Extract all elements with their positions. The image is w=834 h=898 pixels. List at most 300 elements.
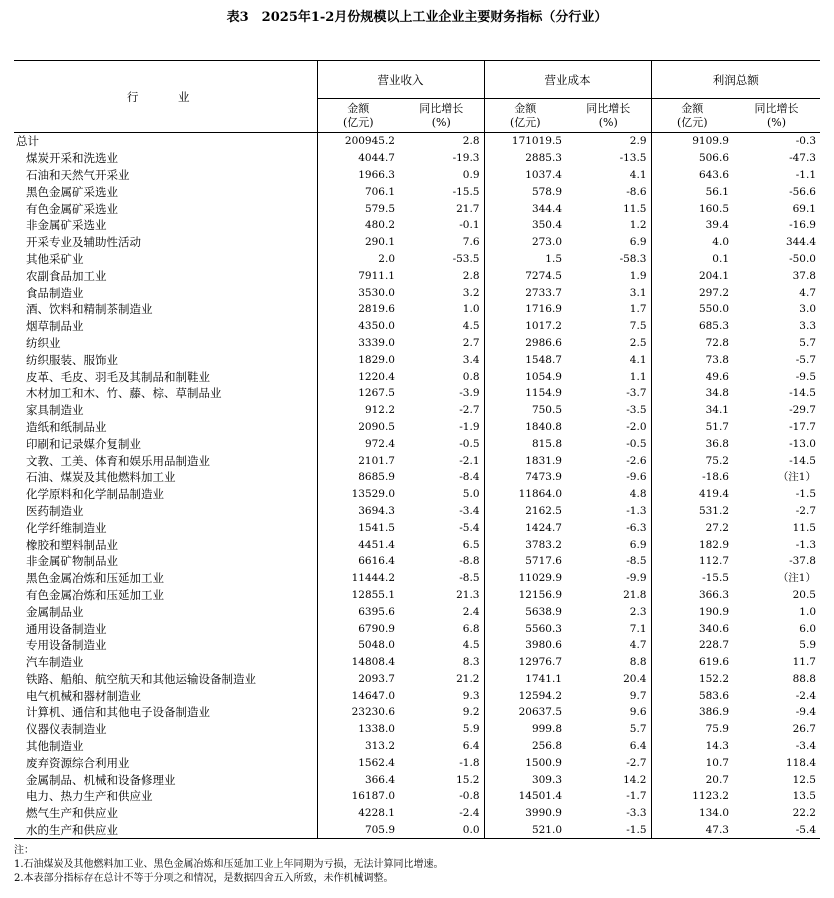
table-row xyxy=(14,486,820,503)
amount-cell: 8685.9 xyxy=(317,469,399,486)
growth-cell: -3.3 xyxy=(626,807,647,820)
growth-cell: -3.7 xyxy=(626,387,647,400)
industry-name: 其他制造业 xyxy=(26,739,84,754)
growth-cell: 5.7 xyxy=(629,723,647,736)
growth-cell: -1.9 xyxy=(459,420,480,433)
growth-cell: -1.1 xyxy=(795,168,816,181)
growth-cell: 4.5 xyxy=(462,639,480,652)
amount-cell: 1716.9 xyxy=(484,301,566,318)
amount-cell: 4.0 xyxy=(651,234,733,251)
amount-cell: 112.7 xyxy=(651,553,733,570)
footnote-1: 1.石油煤炭及其他燃料加工业、黑色金属冶炼和压延加工业上年同期为亏损，无法计算同比增速。 xyxy=(14,859,444,870)
growth-cell: 11.5 xyxy=(623,202,647,215)
growth-cell: 2.9 xyxy=(629,135,647,148)
amount-cell: 23230.6 xyxy=(317,704,399,721)
growth-cell: -2.4 xyxy=(795,689,816,702)
amount-cell: 56.1 xyxy=(651,183,733,200)
table-row xyxy=(14,822,820,839)
growth-cell: -50.0 xyxy=(789,252,816,265)
growth-cell: -1.8 xyxy=(459,756,480,769)
growth-cell: 6.0 xyxy=(799,622,816,635)
growth-cell: 0.0 xyxy=(399,822,484,839)
amount-cell: 13529.0 xyxy=(317,486,399,503)
growth-cell: -1.3 xyxy=(626,504,647,517)
amount-cell: 619.6 xyxy=(651,654,733,671)
growth-cell: 9.3 xyxy=(462,689,480,702)
amount-cell: 273.0 xyxy=(484,234,566,251)
growth-cell: 6.9 xyxy=(629,538,647,551)
growth-cell: 9.7 xyxy=(629,689,647,702)
amount-cell: 6790.9 xyxy=(317,620,399,637)
amount-cell: 16187.0 xyxy=(317,788,399,805)
amount-cell: 14501.4 xyxy=(484,788,566,805)
amount-cell: 12594.2 xyxy=(484,687,566,704)
amount-cell: 3783.2 xyxy=(484,536,566,553)
growth-cell: -53.5 xyxy=(452,252,480,265)
footnote-2: 2.本表部分指标存在总计不等于分项之和情况，是数据四舍五入所致，未作机械调整。 xyxy=(14,873,394,884)
amount-cell: 36.8 xyxy=(651,435,733,452)
growth-cell: 11.7 xyxy=(792,656,816,669)
table-row xyxy=(14,368,820,385)
amount-cell: 20637.5 xyxy=(484,704,566,721)
table-row xyxy=(14,301,820,318)
growth-cell: 3.2 xyxy=(462,286,480,299)
amount-cell: 705.9 xyxy=(317,822,399,839)
subheader-label: 金额 xyxy=(347,101,370,115)
growth-cell: 344.4 xyxy=(785,236,816,249)
amount-cell: 2733.7 xyxy=(484,284,566,301)
growth-cell: 4.7 xyxy=(799,286,816,299)
amount-cell: 972.4 xyxy=(317,435,399,452)
growth-cell: 3.0 xyxy=(799,303,816,316)
table-row xyxy=(14,351,820,368)
growth-cell: -8.8 xyxy=(459,555,480,568)
amount-cell: 531.2 xyxy=(651,503,733,520)
growth-cell: 3.4 xyxy=(462,353,480,366)
amount-cell: 313.2 xyxy=(317,738,399,755)
industry-name: 开采专业及辅助性活动 xyxy=(26,235,141,250)
amount-cell: 75.2 xyxy=(651,452,733,469)
table-row xyxy=(14,603,820,620)
growth-cell: 88.8 xyxy=(792,672,816,685)
table-row xyxy=(14,452,820,469)
revenue-group-header: 营业收入 xyxy=(317,61,484,99)
growth-cell: 11.5 xyxy=(792,521,816,534)
amount-cell: 11444.2 xyxy=(317,570,399,587)
amount-cell: 1541.5 xyxy=(317,519,399,536)
growth-cell: 4.1 xyxy=(629,168,647,181)
industry-name: 烟草制品业 xyxy=(26,319,84,334)
subheader-unit: (%) xyxy=(431,115,451,129)
industry-name: 有色金属矿采选业 xyxy=(26,201,118,216)
growth-cell: 7.5 xyxy=(629,320,647,333)
amount-cell: 152.2 xyxy=(651,671,733,688)
industry-name: 金属制品业 xyxy=(26,604,84,619)
amount-cell: 1966.3 xyxy=(317,167,399,184)
amount-cell: 297.2 xyxy=(651,284,733,301)
amount-cell: 12976.7 xyxy=(484,654,566,671)
amount-cell: 2101.7 xyxy=(317,452,399,469)
growth-cell: -1.5 xyxy=(795,488,816,501)
growth-cell: 1.2 xyxy=(629,219,647,232)
amount-cell: 815.8 xyxy=(484,435,566,452)
growth-cell: 20.4 xyxy=(623,672,647,685)
industry-name: 电气机械和器材制造业 xyxy=(26,688,141,703)
industry-name: 电力、热力生产和供应业 xyxy=(26,789,153,804)
growth-cell: -3.4 xyxy=(795,740,816,753)
table-row xyxy=(14,284,820,301)
amount-cell: 350.4 xyxy=(484,217,566,234)
table-row xyxy=(14,519,820,536)
amount-cell: 506.6 xyxy=(651,150,733,167)
industry-name: 专用设备制造业 xyxy=(26,638,107,653)
growth-cell: -8.5 xyxy=(626,555,647,568)
growth-cell: -0.3 xyxy=(795,135,816,148)
amount-cell: 20.7 xyxy=(651,771,733,788)
industry-name: 汽车制造业 xyxy=(26,655,84,670)
table-row xyxy=(14,385,820,402)
amount-cell: 160.5 xyxy=(651,200,733,217)
amount-cell: 386.9 xyxy=(651,704,733,721)
amount-cell: 190.9 xyxy=(651,603,733,620)
industry-name: 废弃资源综合利用业 xyxy=(26,755,130,770)
table-row xyxy=(14,150,820,167)
growth-cell: 21.3 xyxy=(456,588,480,601)
growth-cell: -1.3 xyxy=(795,538,816,551)
cost-group-header: 营业成本 xyxy=(484,61,651,99)
amount-cell: 14647.0 xyxy=(317,687,399,704)
growth-cell: 1.7 xyxy=(629,303,647,316)
amount-cell: 4350.0 xyxy=(317,318,399,335)
table-row xyxy=(14,318,820,335)
table-row xyxy=(14,335,820,352)
growth-cell: -13.5 xyxy=(619,152,647,165)
growth-cell: 14.2 xyxy=(623,773,647,786)
amount-cell: 5638.9 xyxy=(484,603,566,620)
growth-cell: 2.4 xyxy=(462,605,480,618)
growth-cell: -0.8 xyxy=(459,790,480,803)
growth-cell: 3.3 xyxy=(799,320,816,333)
amount-cell: 200945.2 xyxy=(317,133,399,150)
amount-cell: -18.6 xyxy=(651,469,733,486)
growth-cell: 7.1 xyxy=(629,622,647,635)
growth-cell: 0.9 xyxy=(462,168,480,181)
table-row xyxy=(14,536,820,553)
amount-cell: 3980.6 xyxy=(484,637,566,654)
subheader-unit: (亿元) xyxy=(509,115,541,129)
growth-cell: 4.7 xyxy=(629,639,647,652)
industry-name: 造纸和纸制品业 xyxy=(26,419,107,434)
table-row xyxy=(14,620,820,637)
industry-name: 计算机、通信和其他电子设备制造业 xyxy=(26,705,210,720)
growth-cell: 15.2 xyxy=(456,773,480,786)
table-row xyxy=(14,738,820,755)
growth-cell: 5.7 xyxy=(799,336,816,349)
table-row xyxy=(14,587,820,604)
growth-cell: 2.3 xyxy=(629,605,647,618)
table-row xyxy=(14,217,820,234)
amount-cell: 2093.7 xyxy=(317,671,399,688)
subheader-label: 同比增长 xyxy=(586,101,631,115)
amount-cell: 0.1 xyxy=(651,251,733,268)
growth-cell: 6.5 xyxy=(462,538,480,551)
industry-name: 酒、饮料和精制茶制造业 xyxy=(26,302,153,317)
growth-cell: -8.4 xyxy=(459,471,480,484)
amount-cell: 1123.2 xyxy=(651,788,733,805)
growth-cell: -9.5 xyxy=(795,370,816,383)
amount-cell: 1424.7 xyxy=(484,519,566,536)
amount-cell: 2885.3 xyxy=(484,150,566,167)
growth-cell: -37.8 xyxy=(789,555,816,568)
growth-cell: -14.5 xyxy=(789,454,816,467)
subheader-unit: (亿元) xyxy=(676,115,708,129)
amount-cell: 685.3 xyxy=(651,318,733,335)
amount-cell: 1.5 xyxy=(484,251,566,268)
amount-cell: 7911.1 xyxy=(317,267,399,284)
growth-cell: -2.4 xyxy=(459,807,480,820)
growth-cell: 118.4 xyxy=(785,756,816,769)
amount-cell: 643.6 xyxy=(651,167,733,184)
amount-cell: 550.0 xyxy=(651,301,733,318)
growth-cell: 26.7 xyxy=(792,723,816,736)
growth-cell: -19.3 xyxy=(452,152,480,165)
growth-cell: 69.1 xyxy=(792,202,816,215)
table-row xyxy=(14,419,820,436)
industry-name: 印刷和记录媒介复制业 xyxy=(26,436,141,451)
amount-cell: 2162.5 xyxy=(484,503,566,520)
amount-cell: 12156.9 xyxy=(484,587,566,604)
growth-cell: -2.1 xyxy=(459,454,480,467)
growth-cell: 6.8 xyxy=(462,622,480,635)
growth-cell: 21.8 xyxy=(623,588,647,601)
industry-name: 食品制造业 xyxy=(26,285,84,300)
growth-cell: -9.9 xyxy=(626,572,647,585)
amount-cell: 2819.6 xyxy=(317,301,399,318)
amount-cell: 7473.9 xyxy=(484,469,566,486)
table-row xyxy=(14,771,820,788)
growth-cell: -3.9 xyxy=(459,387,480,400)
industry-name: 燃气生产和供应业 xyxy=(26,806,118,821)
amount-cell: -15.5 xyxy=(651,570,733,587)
table-row xyxy=(14,637,820,654)
table-row xyxy=(14,183,820,200)
growth-cell: 1.9 xyxy=(629,269,647,282)
financial-indicators-table xyxy=(14,60,820,839)
growth-cell: 5.0 xyxy=(462,488,480,501)
amount-cell: 2.0 xyxy=(317,251,399,268)
growth-cell: 1.1 xyxy=(629,370,647,383)
amount-cell: 256.8 xyxy=(484,738,566,755)
growth-cell: 2.5 xyxy=(629,336,647,349)
growth-cell: -8.5 xyxy=(459,572,480,585)
industry-name: 皮革、毛皮、羽毛及其制品和制鞋业 xyxy=(26,369,210,384)
growth-cell: -1.5 xyxy=(566,822,651,839)
table-row xyxy=(14,788,820,805)
amount-cell: 1267.5 xyxy=(317,385,399,402)
amount-cell: 34.8 xyxy=(651,385,733,402)
growth-cell: -17.7 xyxy=(789,420,816,433)
amount-cell: 583.6 xyxy=(651,687,733,704)
industry-name: 有色金属冶炼和压延加工业 xyxy=(26,587,164,602)
amount-cell: 290.1 xyxy=(317,234,399,251)
amount-cell: 5048.0 xyxy=(317,637,399,654)
amount-cell: 171019.5 xyxy=(484,133,566,150)
growth-cell: -3.5 xyxy=(626,404,647,417)
amount-cell: 1840.8 xyxy=(484,419,566,436)
amount-subheader xyxy=(484,99,566,133)
industry-name: 家具制造业 xyxy=(26,403,84,418)
table-row xyxy=(14,704,820,721)
amount-cell: 366.3 xyxy=(651,587,733,604)
amount-cell: 578.9 xyxy=(484,183,566,200)
growth-cell: 9.6 xyxy=(629,706,647,719)
amount-cell: 1831.9 xyxy=(484,452,566,469)
growth-cell: （注1） xyxy=(777,471,816,484)
table-row xyxy=(14,200,820,217)
table-row xyxy=(14,402,820,419)
growth-cell: 0.8 xyxy=(462,370,480,383)
amount-cell: 1220.4 xyxy=(317,368,399,385)
amount-cell: 39.4 xyxy=(651,217,733,234)
industry-name: 化学原料和化学制品制造业 xyxy=(26,487,164,502)
growth-cell: 4.8 xyxy=(629,488,647,501)
growth-cell: 7.6 xyxy=(462,236,480,249)
amount-cell: 11864.0 xyxy=(484,486,566,503)
growth-cell: -5.7 xyxy=(795,353,816,366)
table-row xyxy=(14,503,820,520)
growth-cell: 4.5 xyxy=(462,320,480,333)
amount-cell: 3530.0 xyxy=(317,284,399,301)
industry-name: 通用设备制造业 xyxy=(26,621,107,636)
growth-cell: 9.2 xyxy=(462,706,480,719)
growth-cell: -56.6 xyxy=(789,185,816,198)
growth-cell: 1.0 xyxy=(799,605,816,618)
table-row xyxy=(14,133,820,150)
amount-cell: 6616.4 xyxy=(317,553,399,570)
industry-column-header: 行 业 xyxy=(14,61,317,133)
growth-cell: -16.9 xyxy=(789,219,816,232)
industry-name: 其他采矿业 xyxy=(26,251,84,266)
table-row xyxy=(14,721,820,738)
growth-cell: 6.4 xyxy=(629,740,647,753)
industry-name: 仪器仪表制造业 xyxy=(26,722,107,737)
growth-subheader xyxy=(733,99,820,133)
industry-name: 黑色金属矿采选业 xyxy=(26,184,118,199)
growth-cell: -2.0 xyxy=(626,420,647,433)
industry-name: 农副食品加工业 xyxy=(26,268,107,283)
industry-name: 铁路、船舶、航空航天和其他运输设备制造业 xyxy=(26,671,256,686)
growth-cell: -1.7 xyxy=(626,790,647,803)
growth-cell: -9.6 xyxy=(626,471,647,484)
amount-cell: 1562.4 xyxy=(317,754,399,771)
growth-cell: 2.8 xyxy=(462,269,480,282)
table-row xyxy=(14,570,820,587)
amount-cell: 228.7 xyxy=(651,637,733,654)
industry-name: 纺织服装、服饰业 xyxy=(26,352,118,367)
growth-cell: 1.0 xyxy=(462,303,480,316)
amount-cell: 11029.9 xyxy=(484,570,566,587)
growth-cell: -29.7 xyxy=(789,404,816,417)
amount-cell: 12855.1 xyxy=(317,587,399,604)
amount-cell: 182.9 xyxy=(651,536,733,553)
growth-cell: 13.5 xyxy=(792,790,816,803)
amount-cell: 999.8 xyxy=(484,721,566,738)
growth-cell: 21.7 xyxy=(456,202,480,215)
footnotes-label: 注： xyxy=(14,845,34,856)
growth-cell: -2.7 xyxy=(626,756,647,769)
growth-cell: -2.6 xyxy=(626,454,647,467)
table-row xyxy=(14,251,820,268)
industry-name: 总计 xyxy=(16,134,39,149)
table-row xyxy=(14,167,820,184)
table-row xyxy=(14,267,820,284)
growth-cell: -14.5 xyxy=(789,387,816,400)
amount-cell: 2090.5 xyxy=(317,419,399,436)
subheader-label: 同比增长 xyxy=(419,101,464,115)
table-row xyxy=(14,469,820,486)
amount-cell: 6395.6 xyxy=(317,603,399,620)
amount-subheader xyxy=(651,99,733,133)
amount-cell: 309.3 xyxy=(484,771,566,788)
growth-cell: 5.9 xyxy=(799,639,816,652)
amount-cell: 1037.4 xyxy=(484,167,566,184)
growth-cell: 8.3 xyxy=(462,656,480,669)
growth-cell: -47.3 xyxy=(789,152,816,165)
amount-cell: 5717.6 xyxy=(484,553,566,570)
growth-cell: -8.6 xyxy=(626,185,647,198)
table-row xyxy=(14,553,820,570)
growth-cell: -5.4 xyxy=(733,822,820,839)
amount-cell: 3990.9 xyxy=(484,805,566,822)
table-row xyxy=(14,234,820,251)
amount-cell: 1338.0 xyxy=(317,721,399,738)
growth-cell: 2.7 xyxy=(462,336,480,349)
growth-cell: 4.1 xyxy=(629,353,647,366)
industry-name: 纺织业 xyxy=(26,335,61,350)
growth-cell: 12.5 xyxy=(792,773,816,786)
industry-name: 文教、工美、体育和娱乐用品制造业 xyxy=(26,453,210,468)
amount-cell: 366.4 xyxy=(317,771,399,788)
amount-cell: 419.4 xyxy=(651,486,733,503)
amount-cell: 14808.4 xyxy=(317,654,399,671)
amount-cell: 1017.2 xyxy=(484,318,566,335)
subheader-label: 金额 xyxy=(681,101,704,115)
growth-cell: 3.1 xyxy=(629,286,647,299)
amount-cell: 204.1 xyxy=(651,267,733,284)
amount-cell: 4451.4 xyxy=(317,536,399,553)
growth-cell: -0.5 xyxy=(459,437,480,450)
industry-name: 金属制品、机械和设备修理业 xyxy=(26,772,176,787)
growth-cell: -2.7 xyxy=(795,504,816,517)
subheader-unit: (%) xyxy=(766,115,787,129)
amount-cell: 344.4 xyxy=(484,200,566,217)
subheader-unit: (亿元) xyxy=(342,115,374,129)
growth-cell: 8.8 xyxy=(629,656,647,669)
table-row xyxy=(14,805,820,822)
table-row xyxy=(14,435,820,452)
industry-name: 非金属矿采选业 xyxy=(26,218,107,233)
table-row xyxy=(14,671,820,688)
amount-cell: 1054.9 xyxy=(484,368,566,385)
growth-cell: -0.5 xyxy=(626,437,647,450)
growth-cell: 5.9 xyxy=(462,723,480,736)
growth-cell: -13.0 xyxy=(789,437,816,450)
amount-cell: 10.7 xyxy=(651,754,733,771)
subheader-unit: (%) xyxy=(598,115,618,129)
industry-name: 化学纤维制造业 xyxy=(26,520,107,535)
amount-cell: 912.2 xyxy=(317,402,399,419)
growth-cell: 6.9 xyxy=(629,236,647,249)
